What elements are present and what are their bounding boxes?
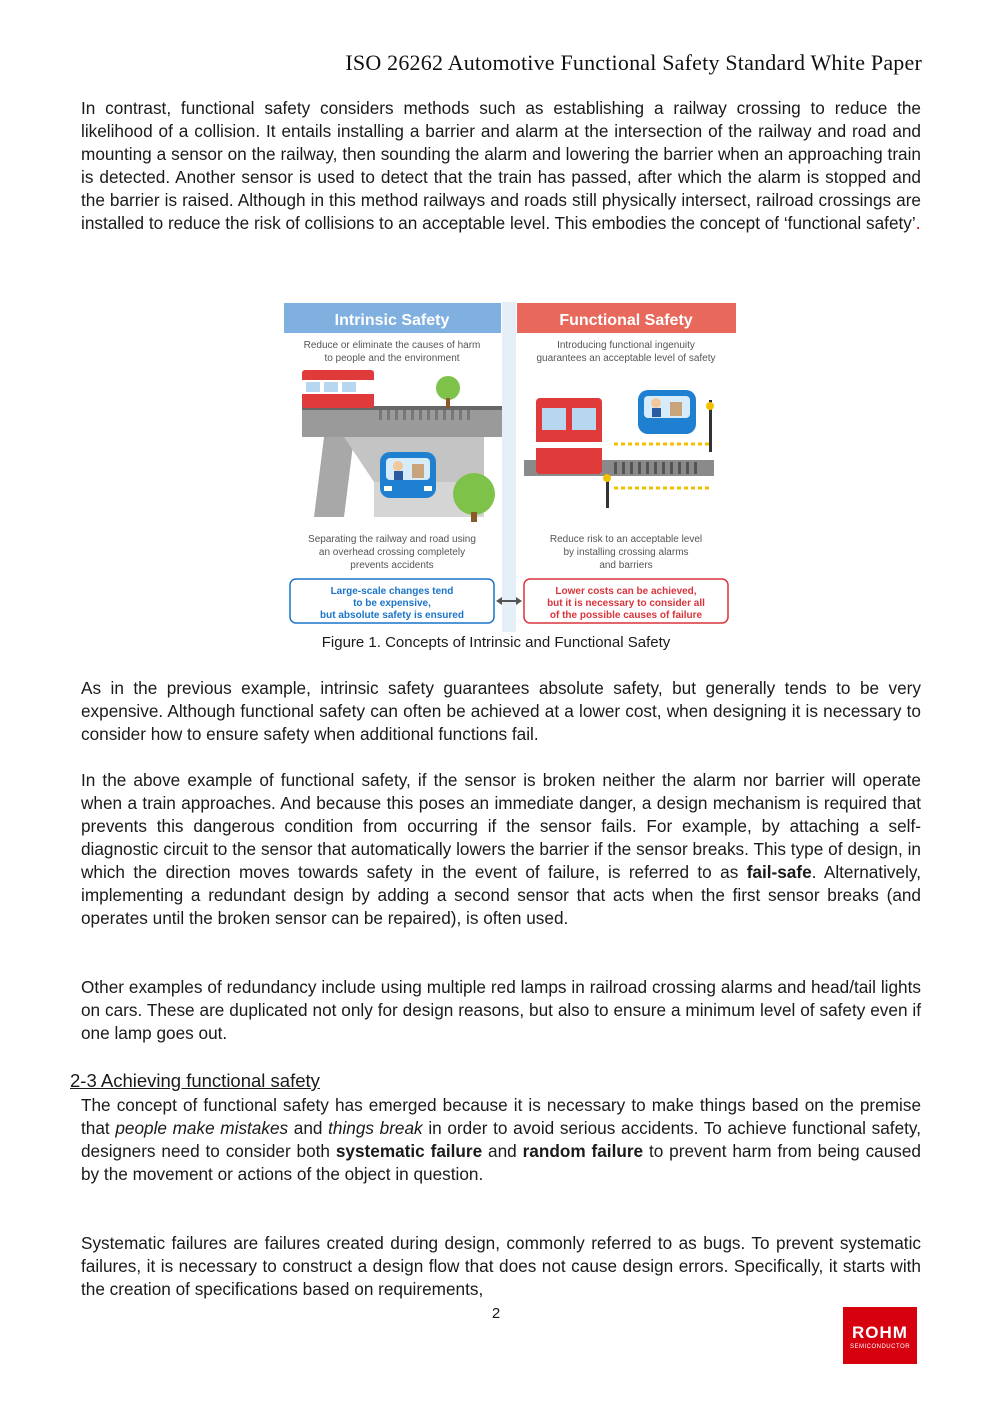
safety-concepts-figure: [284, 302, 736, 632]
paragraph-text: and: [288, 1118, 329, 1138]
functional-box-line3: of the possible causes of failure: [549, 610, 703, 621]
paragraph-text: In contrast, functional safety considers methods such as establishing a railway crossing to reduce the likelihood of a collision. It entails installing a barrier and alarm at the intersection of the railway and road and mounting a sensor on the railway, then sounding the alarm and lowering the barrier when an approaching train is detected. Another sensor is used to detect that the train has passed, after which the alarm is stopped and the barrier is raised. Although in this method railways and roads still physically intersect, railroad crossings are installed to reduce the risk of collisions to an acceptable level. This embodies the concept of ‘functional safety’: [81, 98, 921, 233]
rohm-logo: [843, 1307, 917, 1364]
intrinsic-box-line3: but absolute safety is ensured: [320, 610, 464, 621]
section-heading: 2-3 Achieving functional safety: [70, 1070, 320, 1091]
paragraph-text: and: [482, 1141, 523, 1161]
paragraph-achieving: [81, 1094, 921, 1186]
term-systematic-failure: systematic failure: [335, 1141, 483, 1161]
intrinsic-desc-line3: prevents accidents: [350, 560, 434, 571]
intrinsic-desc-line2: an overhead crossing completely: [318, 547, 466, 558]
paragraph-text: to prevent harm from being caused by the movement or actions of the object in question.: [81, 1141, 921, 1184]
paragraph-text: . Alternatively, implementing a redundant design by adding a second sensor that acts when the first sensor breaks (and operates until the broken sensor can be repaired), is often used.: [81, 862, 921, 928]
functional-title: Functional Safety: [559, 312, 693, 329]
functional-desc-line2: by installing crossing alarms: [563, 547, 689, 558]
page-header: ISO 26262 Automotive Functional Safety Standard White Paper: [345, 50, 922, 75]
tree-icon: [436, 376, 460, 400]
intrinsic-box-line1: Large-scale changes tend: [330, 586, 454, 597]
paragraph-text: The concept of functional safety has emerged because it is necessary to make things based on the premise that: [81, 1095, 921, 1138]
tree-icon: [453, 473, 495, 515]
intrinsic-desc-line1: Separating the railway and road using: [308, 534, 476, 545]
functional-box-line2: but it is necessary to consider all: [547, 598, 705, 609]
alarm-icon: [603, 474, 611, 482]
functional-box-line1: Lower costs can be achieved,: [555, 586, 697, 597]
car-icon: [638, 390, 696, 434]
paragraph-period: .: [915, 213, 921, 233]
page-number: 2: [491, 1305, 501, 1322]
alarm-icon: [706, 402, 714, 410]
paragraph-functional-safety-intro: [81, 97, 921, 235]
functional-desc-line1: Reduce risk to an acceptable level: [549, 534, 703, 545]
logo-sub: SEMICONDUCTOR: [849, 1344, 911, 1350]
emphasis-text: people make mistakes: [115, 1118, 289, 1138]
paragraph-text: in order to avoid serious accidents. To achieve functional safety, designers need to consider both: [81, 1118, 921, 1161]
paragraph-fail-safe: [81, 769, 921, 930]
car-icon: [380, 452, 436, 498]
emphasis-text: things break: [328, 1118, 423, 1138]
paragraph-comparison: As in the previous example, intrinsic safety guarantees absolute safety, but generally tends to be very expensive. Although functional safety can often be achieved at a lower cost, when designing it is necessary to consider how to ensure safety when additional functions fail.: [81, 678, 921, 744]
intrinsic-sub-line2: to people and the environment: [324, 353, 460, 364]
intrinsic-title: Intrinsic Safety: [334, 312, 450, 329]
intrinsic-box-line2: to be expensive,: [353, 598, 431, 609]
logo-name: ROHM: [852, 1323, 908, 1342]
figure-caption: Figure 1. Concepts of Intrinsic and Functional Safety: [321, 634, 671, 651]
paragraph-redundancy: Other examples of redundancy include using multiple red lamps in railroad crossing alarms and head/tail lights on cars. These are duplicated not only for design reasons, but also to ensure a minimum level of safety even if one lamp goes out.: [81, 977, 921, 1043]
term-random-failure: random failure: [522, 1141, 644, 1161]
paragraph-systematic: Systematic failures are failures created during design, commonly referred to as bugs. To prevent systematic failures, it is necessary to construct a design flow that does not cause design errors. Specifically, it starts with the creation of specifications based on requirements,: [81, 1233, 921, 1299]
functional-desc-line3: and barriers: [599, 560, 653, 571]
term-fail-safe: fail-safe: [746, 862, 812, 882]
functional-sub-line1: Introducing functional ingenuity: [557, 340, 695, 351]
functional-sub-line2: guarantees an acceptable level of safety: [536, 353, 716, 364]
intrinsic-sub-line1: Reduce or eliminate the causes of harm: [303, 340, 481, 351]
paragraph-text: In the above example of functional safety, if the sensor is broken neither the alarm nor barrier will operate when a train approaches. And because this poses an immediate danger, a design mechanism is required that prevents this dangerous condition from occurring if the sensor fails. For example, by attaching a self-diagnostic circuit to the sensor that automatically lowers the barrier if the sensor breaks. This type of design, in which the direction moves towards safety in the event of failure, is referred to as: [81, 770, 921, 882]
